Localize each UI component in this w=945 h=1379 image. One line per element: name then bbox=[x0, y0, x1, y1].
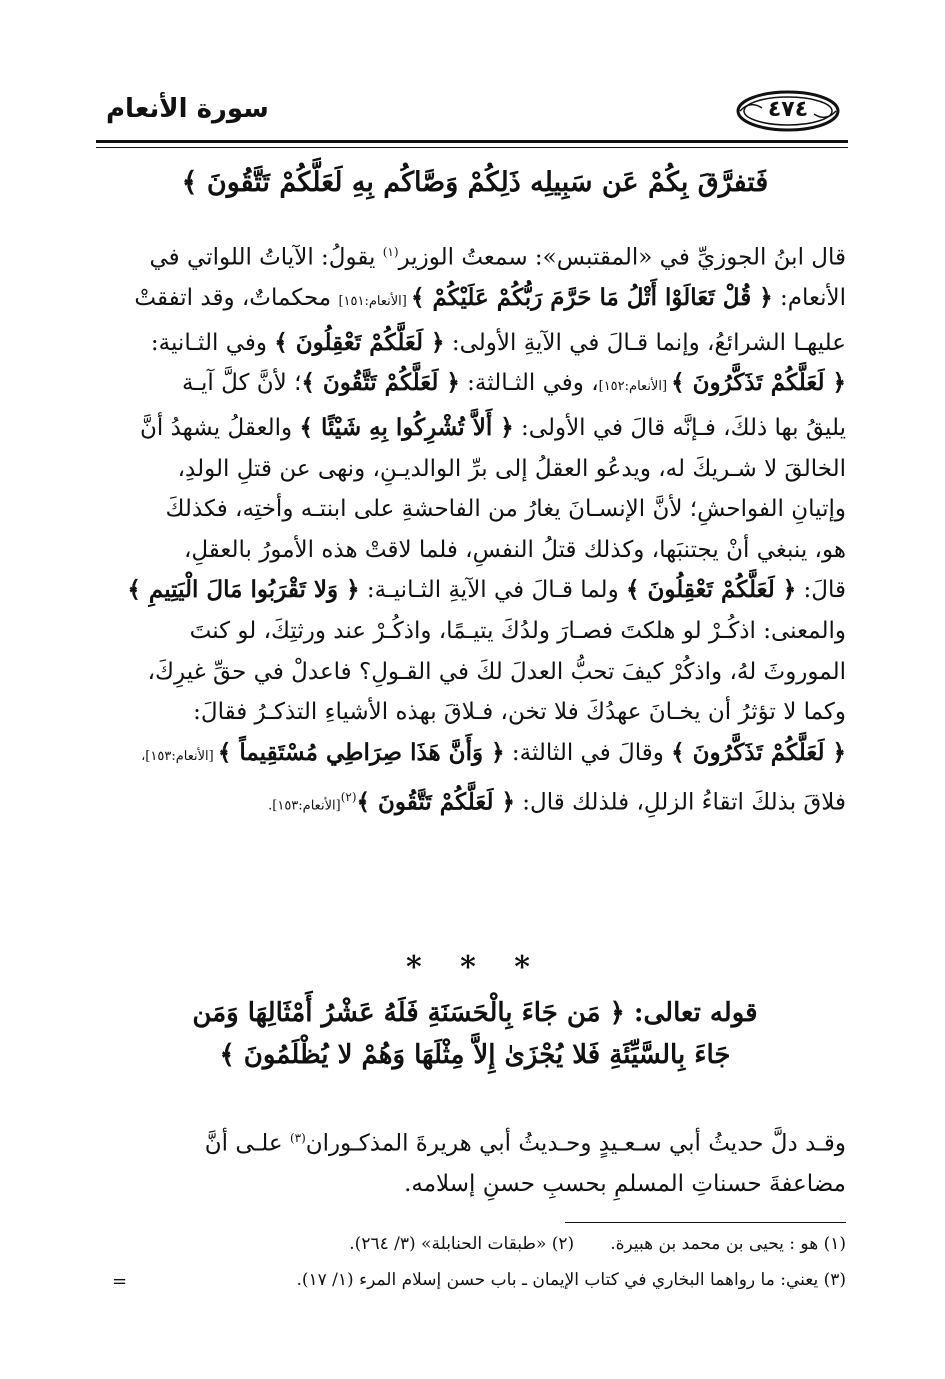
verse-heading-line: جَاءَ بِالسَّيِّئَةِ فَلا يُجْزَىٰ إِلاَّ مِثْلَهَا وَهُمْ لا يُظْلَمُونَ ﴾ bbox=[219, 1040, 731, 1070]
header-rule-thick bbox=[96, 140, 848, 143]
footnote-ref: (١) bbox=[382, 245, 399, 259]
text-line: هو، ينبغي أنْ يجتنبَها، وكذلك قتلُ النفسِ، فلما لاقتْ هذه الأمورُ بالعقلِ، bbox=[183, 536, 846, 563]
text-line: الأنعام: ﴿ قُلْ تَعَالَوْا أَتْلُ مَا حَرَّمَ رَبُّكُمْ عَلَيْكُمْ ﴾ [الأنعام:١٥١] محكماتٌ، وقد اتفقتْ bbox=[134, 284, 846, 312]
text-line: مضاعفةَ حسناتِ المسلمِ بحسبِ حسنِ إسلامه. bbox=[404, 1171, 846, 1198]
quran-quote: ﴿ لَعَلَّكُمْ تَعْقِلُونَ ﴾ bbox=[274, 328, 445, 356]
page-number: ٤٧٤ bbox=[767, 97, 809, 122]
section-separator: * * * bbox=[406, 950, 544, 985]
text-line: عليهـا الشرائعُ، وإنما قـالَ في الآيةِ الأولى: ﴿ لَعَلَّكُمْ تَعْقِلُونَ ﴾ وفي الثـانية: bbox=[150, 328, 846, 356]
quran-quote: ﴿ قُلْ تَعَالَوْا أَتْلُ مَا حَرَّمَ رَبُّكُمْ عَلَيْكُمْ ﴾ bbox=[410, 284, 773, 312]
footnotes bbox=[104, 1226, 846, 1298]
quran-quote: ﴿ لَعَلَّكُمْ تَذَكَّرُونَ ﴾ bbox=[671, 738, 846, 766]
text-line: قال ابنُ الجوزيِّ في «المقتبس»: سمعتُ الوزير$^{(١)}$ يقولُ: الآياتُ اللواتي في bbox=[149, 244, 846, 271]
text-line: فلاقَ بذلكَ اتقاءُ الزللِ، فلذلك قال: ﴿ لَعَلَّكُمْ تَتَّقُونَ ﴾$^{(٢)}$[الأنعام:١٥٣]. bbox=[268, 789, 846, 817]
footnote-ref: (٢) bbox=[340, 790, 357, 805]
quran-quote: ﴿ لَعَلَّكُمْ تَتَّقُونَ ﴾ bbox=[356, 789, 515, 817]
verse-heading-line: قوله تعالى: ﴿ مَن جَاءَ بِالْحَسَنَةِ فَلَهُ عَشْرُ أَمْثَالِهَا وَمَن bbox=[192, 998, 758, 1028]
text-line: الموروثَ لهُ، واذكُرْ كيفَ تحبُّ العدلَ لكَ في القـولِ؟ فاعدلْ في حقِّ غيرِكَ، bbox=[147, 658, 846, 685]
commentary-paragraph bbox=[104, 232, 846, 828]
quran-quote: ﴿ لَعَلَّكُمْ تَعْقِلُونَ ﴾ bbox=[625, 576, 797, 604]
text-line: قالَ: ﴿ لَعَلَّكُمْ تَعْقِلُونَ ﴾ ولما قـالَ في الآيةِ الثـانيـة: ﴿ وَلا تَقْرَبُوا مَالَ الْيَتِيمِ ﴾ bbox=[127, 576, 846, 604]
text-line: وكما لا تؤثرُ أن يخـانَ عهدُكَ فلا تخن، فـلاقَ بهذه الأشياءِ التذكـرُ فقالَ: bbox=[193, 699, 846, 726]
surah-title: سورة الأنعام bbox=[106, 94, 269, 124]
commentary-paragraph-2 bbox=[104, 1118, 846, 1205]
footnote-row bbox=[104, 1262, 846, 1298]
text-line: وقـد دلَّ حديثُ أبي سـعـيدٍ وحـديثُ أبي هريرةَ المذكـوران$^{(٣)}$ علـى أنَّ bbox=[204, 1130, 846, 1157]
footnote-3: (٣) يعني: ما رواهما البخاري في كتاب الإيمان ـ باب حسن إسلام المرء (١/ ١٧). bbox=[296, 1270, 846, 1290]
header-rule-thin bbox=[96, 147, 848, 148]
text-line: يليقُ بها ذلكَ، فـإنَّه قالَ في الأولى: ﴿ أَلاَّ تُشْرِكُوا بِهِ شَيْئًا ﴾ والعقلُ يشهدُ أنَّ bbox=[140, 414, 846, 442]
footnote-divider bbox=[565, 1222, 846, 1223]
page-number-badge bbox=[736, 90, 840, 132]
quran-quote: ﴿ لَعَلَّكُمْ تَتَّقُونَ ﴾ bbox=[301, 369, 460, 397]
verse-heading bbox=[104, 992, 846, 1076]
footnote-2: (٢) «طبقات الحنابلة» (٣/ ٢٦٤). bbox=[349, 1234, 575, 1254]
page-header bbox=[96, 88, 848, 144]
verse-continuation: فَتفرَّقَ بِكُمْ عَن سَبِيلِه ذَلِكُمْ وَصَّاكُم بِهِ لَعَلَّكُمْ تَتَّقُونَ ﴾ bbox=[181, 167, 769, 198]
text-line: الخالقَ لا شـريكَ له، ويدعُو العقلُ إلى برِّ الوالديـنِ، ونهى عن قتلِ الولدِ، bbox=[177, 455, 846, 482]
quran-quote: ﴿ وَأَنَّ هَذَا صِرَاطِي مُسْتَقِيماً ﴾ bbox=[217, 738, 505, 766]
quran-quote: ﴿ وَلا تَقْرَبُوا مَالَ الْيَتِيمِ ﴾ bbox=[127, 576, 360, 604]
quran-quote: ﴿ أَلاَّ تُشْرِكُوا بِهِ شَيْئًا ﴾ bbox=[299, 414, 514, 442]
text-line: والمعنى: اذكُـرْ لو هلكتَ فصـارَ ولدُكَ يتيـمًا، واذكُـرْ عند ورثتِكَ، لو كنتَ bbox=[189, 618, 846, 644]
text-line: ﴿ لَعَلَّكُمْ تَذَكَّرُونَ ﴾ [الأنعام:١٥٢]، وفي الثـالثة: ﴿ لَعَلَّكُمْ تَتَّقُونَ ﴾؛ لأنَّ كلَّ آيـة bbox=[181, 369, 846, 397]
footnote-ref: (٣) bbox=[289, 1131, 306, 1145]
verse-reference: [الأنعام:١٥٣]، bbox=[141, 748, 218, 764]
quran-quote: ﴿ لَعَلَّكُمْ تَذَكَّرُونَ ﴾ bbox=[671, 369, 846, 397]
text-line: ﴿ لَعَلَّكُمْ تَذَكَّرُونَ ﴾ وقالَ في الثالثة: ﴿ وَأَنَّ هَذَا صِرَاطِي مُسْتَقِيماً ﴾ [الأنعام:١٥٣]، bbox=[141, 738, 846, 766]
text-line: وإتيانِ الفواحشِ؛ لأنَّ الإنسـانَ يغارُ من الفاحشةِ على ابنتـه وأختِه، فكذلكَ bbox=[165, 496, 846, 523]
verse-reference: [الأنعام:١٥٣]. bbox=[268, 799, 341, 815]
verse-reference: [الأنعام:١٥٢] bbox=[598, 379, 672, 395]
verse-reference: [الأنعام:١٥١] bbox=[338, 294, 411, 310]
footnote-row bbox=[104, 1226, 846, 1262]
continuation-mark: = bbox=[112, 1271, 128, 1292]
footnote-1: (١) هو : يحيى بن محمد بن هبيرة. bbox=[610, 1234, 846, 1254]
